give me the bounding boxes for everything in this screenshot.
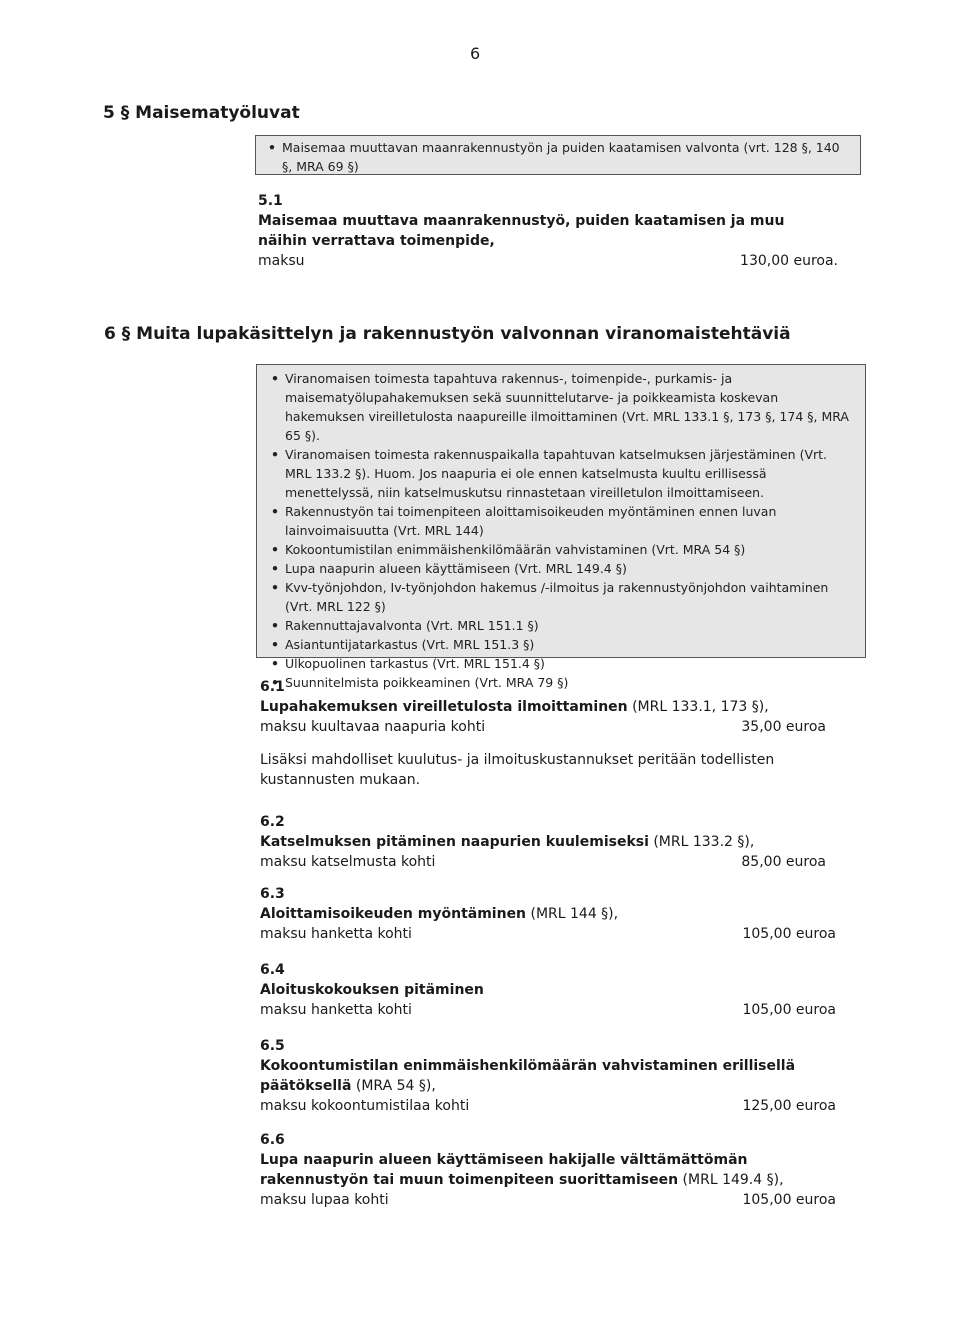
fee-label: maksu	[258, 253, 305, 269]
fee-label: maksu katselmusta kohti	[260, 854, 436, 870]
scope-list-item: • Ulkopuolinen tarkastus (Vrt. MRL 151.4 §)	[285, 654, 853, 673]
subsection-title-line	[260, 904, 836, 924]
legal-reference: (MRA 54 §),	[351, 1078, 436, 1094]
scope-list-item: • Rakennustyön tai toimenpiteen aloittamisoikeuden myöntäminen ennen luvan lainvoimaisuutta (Vrt. MRL 144)	[285, 502, 853, 540]
subsection-number: 6.3	[260, 886, 285, 902]
subsection-title: Aloittamisoikeuden myöntäminen	[260, 906, 527, 922]
subsection-number: 6.1	[260, 679, 285, 695]
legal-reference: (MRL 144 §),	[526, 906, 619, 922]
fee-value: 35,00 euroa	[741, 719, 826, 735]
subsection-6-2	[260, 812, 826, 872]
scope-list-item: • Viranomaisen toimesta tapahtuva rakennus-, toimenpide-, purkamis- ja maisematyölupahakemuksen sekä suunnittelutarve- ja poikkeamista koskevan hakemuksen vireilletulosta naapureille ilmoittaminen (Vrt. MRL 133.1 §, 173 §, 174 §, MRA 65 §).	[285, 369, 853, 445]
legal-reference: (MRL 133.2 §),	[648, 834, 755, 850]
fee-label: maksu hanketta kohti	[260, 926, 412, 942]
subsection-6-6	[260, 1130, 836, 1210]
fee-row	[260, 1190, 836, 1210]
fee-value: 85,00 euroa	[741, 854, 826, 870]
page-number: 6	[470, 44, 481, 63]
section-5-scope-box	[255, 135, 861, 175]
fee-label: maksu lupaa kohti	[260, 1192, 389, 1208]
section-6-scope-list	[263, 369, 853, 692]
fee-value: 125,00 euroa	[742, 1098, 836, 1114]
fee-value: 105,00 euroa	[742, 1192, 836, 1208]
fee-row	[260, 924, 836, 944]
fee-label: maksu kokoontumistilaa kohti	[260, 1098, 470, 1114]
subsection-title: Aloituskokouksen pitäminen	[260, 982, 484, 998]
legal-reference: (MRL 133.1, 173 §),	[627, 699, 769, 715]
subsection-5-1	[258, 191, 838, 271]
subsection-6-5	[260, 1036, 836, 1116]
scope-list-item: • Maisemaa muuttavan maanrakennustyön ja puiden kaatamisen valvonta (vrt. 128 §, 140 §, MRA 69 §)	[282, 138, 846, 176]
legal-reference: (MRL 149.4 §),	[678, 1172, 784, 1188]
subsection-6-4	[260, 960, 836, 1020]
subsection-number: 6.6	[260, 1132, 285, 1148]
fee-value: 130,00 euroa.	[740, 253, 838, 269]
subsection-title: Katselmuksen pitäminen naapurien kuulemiseksi	[260, 834, 649, 850]
subsection-title: Kokoontumistilan enimmäishenkilömäärän vahvistaminen erillisellä päätöksellä	[260, 1058, 796, 1094]
subsection-title: Maisemaa muuttava maanrakennustyö, puiden kaatamisen ja muu näihin verrattava toimenpide,	[258, 213, 785, 249]
fee-value: 105,00 euroa	[742, 1002, 836, 1018]
subsection-title: Lupa naapurin alueen käyttämiseen hakijalle välttämättömän rakennustyön tai muun toimenpiteen suorittamiseen	[260, 1152, 748, 1188]
scope-list-item: • Kokoontumistilan enimmäishenkilömäärän vahvistaminen (Vrt. MRA 54 §)	[285, 540, 853, 559]
fee-label: maksu kuultavaa naapuria kohti	[260, 719, 486, 735]
fee-row	[260, 1000, 836, 1020]
subsection-title-line	[260, 1150, 836, 1190]
scope-list-item: • Suunnitelmista poikkeaminen (Vrt. MRA 79 §)	[285, 673, 853, 692]
subsection-number: 6.2	[260, 814, 285, 830]
fee-value: 105,00 euroa	[742, 926, 836, 942]
fee-row	[260, 1096, 836, 1116]
scope-list-item: • Lupa naapurin alueen käyttämiseen (Vrt. MRL 149.4 §)	[285, 559, 853, 578]
subsection-title: Lupahakemuksen vireilletulosta ilmoittaminen	[260, 699, 628, 715]
subsection-number: 6.5	[260, 1038, 285, 1054]
subsection-title-line	[260, 1056, 836, 1096]
fee-label: maksu hanketta kohti	[260, 1002, 412, 1018]
section-5-heading: 5 § Maisematyöluvat	[103, 103, 300, 123]
scope-list-item: • Rakennuttajavalvonta (Vrt. MRL 151.1 §)	[285, 616, 853, 635]
section-6-heading: 6 § Muita lupakäsittelyn ja rakennustyön valvonnan viranomaistehtäviä	[104, 324, 791, 344]
scope-list-item: • Kvv-työnjohdon, Iv-työnjohdon hakemus /-ilmoitus ja rakennustyönjohdon vaihtaminen (Vrt. MRL 122 §)	[285, 578, 853, 616]
fee-row	[260, 852, 826, 872]
subsection-title-line	[260, 980, 836, 1000]
scope-list-item: • Asiantuntijatarkastus (Vrt. MRL 151.3 §)	[285, 635, 853, 654]
subsection-number: 6.4	[260, 962, 285, 978]
fee-row	[258, 251, 838, 271]
subsection-title-line	[260, 832, 826, 852]
subsection-6-1	[260, 677, 826, 737]
subsection-number: 5.1	[258, 193, 283, 209]
fee-row	[260, 717, 826, 737]
section-5-scope-list	[260, 138, 846, 176]
additional-costs-note: Lisäksi mahdolliset kuulutus- ja ilmoituskustannukset peritään todellisten kustannusten mukaan.	[260, 752, 775, 788]
subsection-6-3	[260, 884, 836, 944]
subsection-title-line	[260, 697, 826, 717]
scope-list-item: • Viranomaisen toimesta rakennuspaikalla tapahtuvan katselmuksen järjestäminen (Vrt. MRL 133.2 §). Huom. Jos naapuria ei ole ennen katselmusta kuultu erillisessä menettelyssä, niin katselmuskutsu rinnastetaan vireilletulon ilmoittamiseen.	[285, 445, 853, 502]
